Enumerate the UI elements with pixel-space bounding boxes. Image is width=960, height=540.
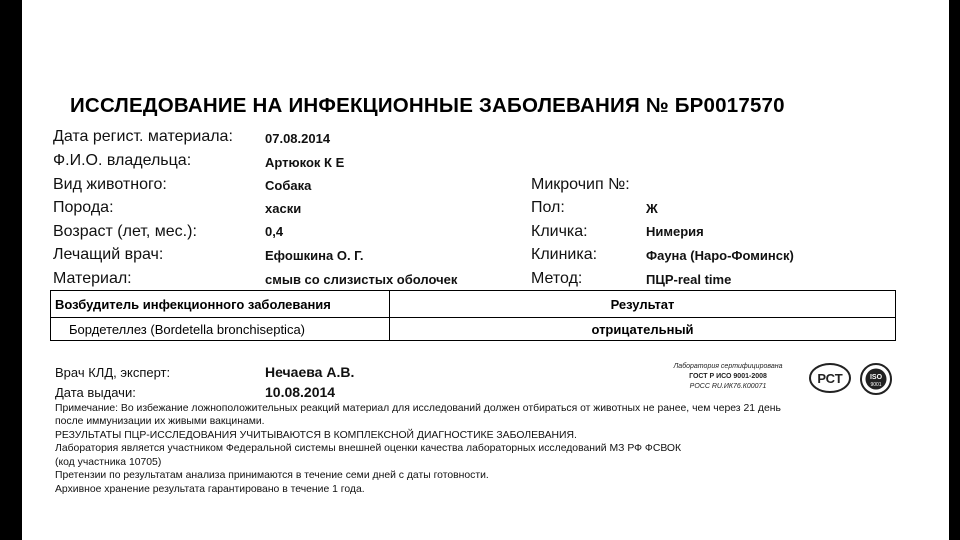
sex-label: Пол: — [531, 199, 565, 216]
owner-label: Ф.И.О. владельца: — [53, 152, 192, 169]
note-line: (код участника 10705) — [55, 457, 162, 468]
doctor-label: Лечащий врач: — [53, 246, 164, 263]
species-label: Вид животного: — [53, 176, 167, 193]
nickname-value: Нимерия — [646, 224, 704, 239]
reg-date-value: 07.08.2014 — [265, 131, 331, 146]
col-result-header: Результат — [390, 291, 896, 318]
table-row — [51, 318, 896, 341]
material-label: Материал: — [53, 270, 132, 287]
rst-logo-text: РСТ — [817, 371, 843, 386]
note-line: Лаборатория является участником Федеральной системы внешней оценки качества лабораторных исследований МЗ РФ ФСВОК — [55, 443, 682, 454]
clinic-label: Клиника: — [531, 246, 598, 263]
cert-line: ГОСТ Р ИСО 9001-2008 — [689, 373, 767, 380]
issue-date-value: 10.08.2014 — [265, 384, 336, 400]
expert-value: Нечаева А.В. — [265, 364, 355, 380]
note-line: Примечание: Во избежание ложноположительных реакций материал для исследований должен отбираться от животных не ранее, чем через 21 день — [55, 403, 781, 414]
note-line: Претензии по результатам анализа принимаются в течение семи дней с даты готовности. — [55, 470, 489, 481]
expert-label: Врач КЛД, эксперт: — [55, 365, 171, 380]
pathogen-cell: Бордетеллез (Bordetella bronchiseptica) — [51, 318, 390, 341]
cert-line: РОСС RU.ИК76.К00071 — [689, 383, 767, 390]
iso-logo-text: ISO — [869, 374, 883, 381]
issue-date-label: Дата выдачи: — [55, 385, 136, 400]
results-table — [50, 290, 896, 341]
iso-logo-sub: 9001 — [870, 382, 882, 388]
clinic-value: Фауна (Наро-Фоминск) — [646, 248, 794, 263]
iso-logo-icon — [858, 362, 894, 401]
material-value: смыв со слизистых оболочек — [265, 272, 458, 287]
species-value: Собака — [265, 178, 312, 193]
nickname-label: Кличка: — [531, 223, 588, 240]
note-line: РЕЗУЛЬТАТЫ ПЦР-ИССЛЕДОВАНИЯ УЧИТЫВАЮТСЯ В КОМПЛЕКСНОЙ ДИАГНОСТИКЕ ЗАБОЛЕВАНИЯ. — [55, 430, 577, 441]
reg-date-label: Дата регист. материала: — [53, 128, 233, 145]
method-value: ПЦР-real time — [646, 272, 732, 287]
note-line: Архивное хранение результата гарантировано в течение 1 года. — [55, 484, 365, 495]
breed-label: Порода: — [53, 199, 114, 216]
col-pathogen-header: Возбудитель инфекционного заболевания — [51, 291, 390, 318]
table-header-row — [51, 291, 896, 318]
age-value: 0,4 — [265, 224, 284, 239]
owner-value: Артюкок К Е — [265, 155, 345, 170]
chip-label: Микрочип №: — [531, 176, 630, 193]
result-cell: отрицательный — [390, 318, 896, 341]
certification-text — [652, 362, 804, 392]
rst-logo-icon — [808, 362, 852, 399]
breed-value: хаски — [265, 201, 302, 216]
cert-line: Лаборатория сертифицирована — [673, 363, 783, 370]
method-label: Метод: — [531, 270, 583, 287]
sex-value: Ж — [646, 201, 658, 216]
doctor-value: Ефошкина О. Г. — [265, 248, 364, 263]
note-line: после иммунизации их живыми вакцинами. — [55, 416, 265, 427]
report-title: ИССЛЕДОВАНИЕ НА ИНФЕКЦИОННЫЕ ЗАБОЛЕВАНИЯ № БР0017570 — [70, 94, 785, 117]
age-label: Возраст (лет, мес.): — [53, 223, 197, 240]
